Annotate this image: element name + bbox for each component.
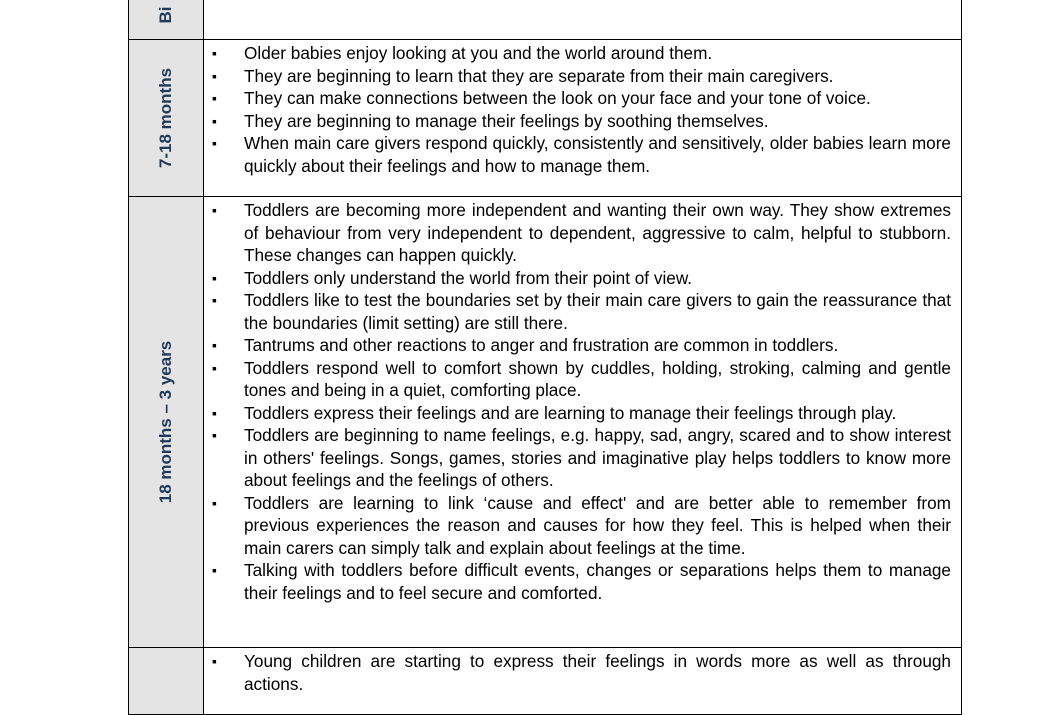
list-item: ▪ Older babies enjoy looking at you and the world around them. bbox=[212, 43, 713, 63]
bullet-icon: ▪ bbox=[212, 67, 217, 84]
bullet-icon: ▪ bbox=[212, 292, 217, 308]
description-cell bbox=[204, 0, 962, 40]
table-row-7-18-months bbox=[129, 40, 962, 197]
bullet-icon bbox=[212, 0, 217, 2]
bullet-icon: ▪ bbox=[212, 135, 217, 151]
bullet-list bbox=[204, 650, 951, 695]
bullet-list bbox=[204, 42, 951, 177]
description-cell bbox=[204, 648, 962, 715]
list-item: ▪ Toddlers like to test the boundaries set by their main care givers to gain the reassurance that the boundaries (limit setting) are still there. bbox=[212, 290, 951, 333]
bullet-icon: ▪ bbox=[212, 202, 217, 218]
bullet-icon: ▪ bbox=[212, 45, 217, 61]
bullet-icon: ▪ bbox=[212, 90, 217, 106]
bullet-icon: ▪ bbox=[212, 112, 217, 129]
table-row-birth bbox=[129, 0, 962, 40]
list-item: ▪ Toddlers are becoming more independent and wanting their own way. They show extremes of behaviour from very independent to dependent, aggressive to calm, helpful to stubborn. These changes can happen quickly. bbox=[212, 200, 951, 265]
list-item: ▪ Toddlers respond well to comfort shown by cuddles, holding, stroking, calming and gentle tones and being in a quiet, comforting place. bbox=[212, 357, 951, 400]
bullet-icon: ▪ bbox=[212, 427, 217, 443]
age-label: 7-18 months bbox=[156, 67, 175, 169]
list-item: ▪ Toddlers are learning to link ‘cause and effect' and are better able to remember from previous experiences the reason and causes for how they feel. This is helped when their main carers can simply talk and explain about feelings at the time. bbox=[212, 492, 951, 558]
list-item: ▪ Tantrums and other reactions to anger and frustration are common in toddlers. bbox=[212, 335, 839, 355]
list-item bbox=[128, 0, 951, 2]
list-item: ▪ Talking with toddlers before difficult events, changes or separations helps them to manage their feelings and to feel secure and comforted. bbox=[212, 560, 951, 603]
age-cell bbox=[129, 0, 204, 40]
bullet-icon: ▪ bbox=[212, 653, 217, 669]
table-row-young-children bbox=[129, 648, 962, 715]
list-item: ▪ Toddlers are beginning to name feelings, e.g. happy, sad, angry, scared and to show interest in others' feelings. Songs, games, stories and imaginative play helps toddlers to know more about feelings and the feelings of others. bbox=[212, 425, 951, 490]
bullet-icon: ▪ bbox=[212, 562, 217, 578]
list-item: ▪ Young children are starting to express their feelings in words more as well as through actions. bbox=[212, 651, 951, 694]
age-stage-table bbox=[128, 0, 962, 715]
list-item: ▪ When main care givers respond quickly, consistently and sensitively, older babies learn more quickly about their feelings and how to manage them. bbox=[212, 133, 951, 176]
bullet-list bbox=[204, 199, 951, 604]
table-row-18-months-3-years bbox=[129, 197, 962, 648]
description-cell bbox=[204, 197, 962, 648]
list-item: ▪ They can make connections between the look on your face and your tone of voice. bbox=[212, 88, 871, 108]
list-item: ▪ They are beginning to manage their feelings by soothing themselves. bbox=[212, 110, 769, 131]
age-label: 18 months – 3 years bbox=[156, 340, 175, 504]
list-item: ▪ They are beginning to learn that they are separate from their main caregivers. bbox=[212, 65, 834, 86]
age-label: Bi bbox=[156, 6, 175, 24]
description-cell bbox=[204, 40, 962, 197]
bullet-icon: ▪ bbox=[212, 359, 217, 376]
bullet-icon: ▪ bbox=[212, 337, 217, 353]
list-item: ▪ Toddlers only understand the world from their point of view. bbox=[212, 267, 693, 288]
bullet-icon: ▪ bbox=[212, 269, 217, 286]
bullet-list bbox=[204, 0, 951, 2]
bullet-icon: ▪ bbox=[212, 494, 217, 511]
bullet-icon: ▪ bbox=[212, 404, 217, 421]
list-item: ▪ Toddlers express their feelings and are learning to manage their feelings through play. bbox=[212, 402, 897, 423]
